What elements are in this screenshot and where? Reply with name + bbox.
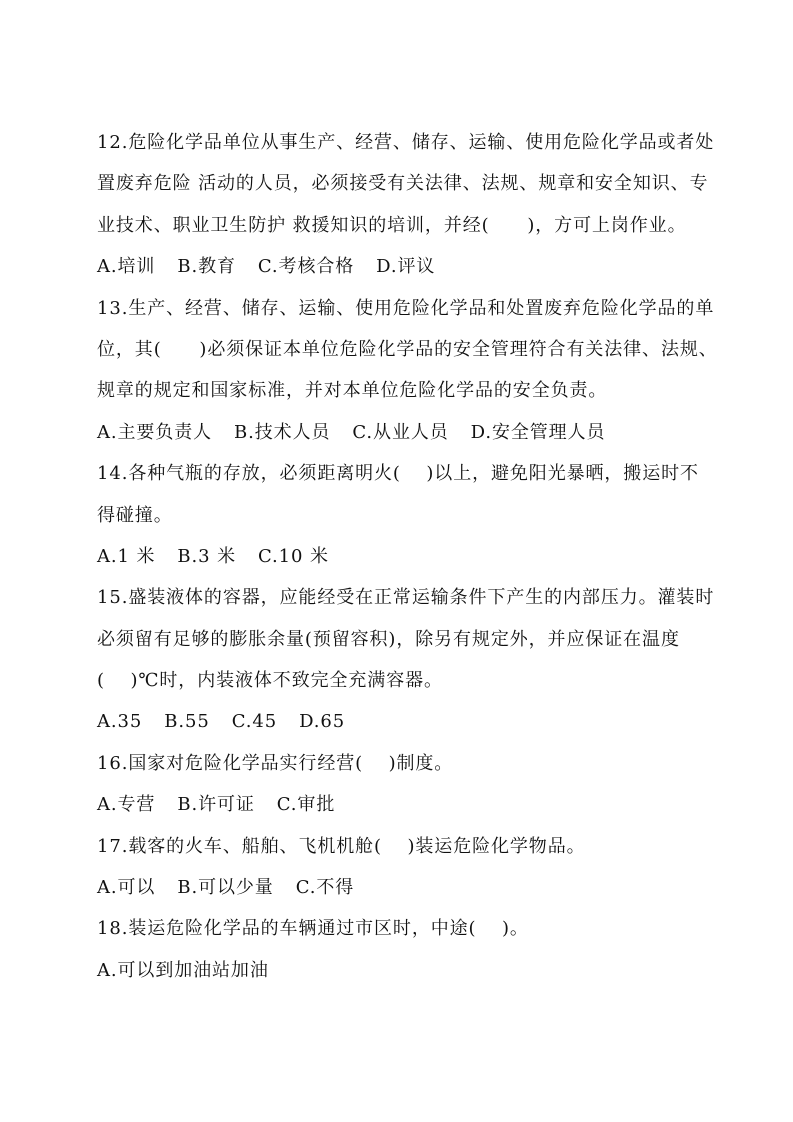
question-text-line: 得碰撞。: [97, 504, 173, 526]
option-b: B.许可证: [177, 794, 255, 816]
question-text-line: 必须留有足够的膨胀余量(预留容积)，除另有规定外，并应保证在温度: [97, 628, 680, 650]
option-a: A.主要负责人: [97, 421, 213, 443]
answer-options: [97, 784, 707, 825]
question-text-line: 15.盛装液体的容器，应能经受在正常运输条件下产生的内部压力。灌装时: [97, 587, 715, 609]
answer-options: [97, 536, 707, 577]
question-text-line: 业技术、职业卫生防护 救援知识的培训，并经( )，方可上岗作业。: [97, 214, 687, 236]
option-d: D.65: [299, 711, 346, 733]
answer-options: [97, 950, 707, 991]
question-text-line: 置废弃危险 活动的人员，必须接受有关法律、法规、规章和安全知识、专: [97, 173, 709, 195]
option-d: D.评议: [376, 256, 436, 278]
question-text-line: 18.装运危险化学品的车辆通过市区时，中途( )。: [97, 918, 529, 940]
question-text-line: 12.危险化学品单位从事生产、经营、储存、运输、使用危险化学品或者处: [97, 132, 715, 153]
question-15: [97, 577, 715, 743]
option-a: A.可以: [97, 877, 156, 899]
question-text-line: 13.生产、经营、储存、运输、使用危险化学品和处置废弃危险化学品的单: [97, 297, 715, 319]
question-text-line: 16.国家对危险化学品实行经营( )制度。: [97, 752, 454, 774]
option-a: A.可以到加油站加油: [97, 959, 269, 981]
answer-options: [97, 246, 707, 287]
option-b: B.教育: [177, 256, 236, 278]
answer-options: [97, 867, 707, 908]
option-c: C.从业人员: [352, 421, 449, 443]
question-text-line: 规章的规定和国家标准，并对本单位危险化学品的安全负责。: [97, 380, 608, 402]
question-text-line: 14.各种气瓶的存放，必须距离明火( )以上，避免阳光暴晒，搬运时不: [97, 463, 699, 485]
option-c: C.10 米: [258, 545, 329, 567]
option-a: A.35: [97, 711, 143, 733]
question-12: [97, 122, 715, 288]
option-b: B.可以少量: [177, 877, 274, 899]
option-c: C.审批: [276, 794, 336, 816]
option-b: B.55: [164, 711, 210, 733]
option-a: A.专营: [97, 794, 156, 816]
option-c: C.不得: [295, 877, 355, 899]
answer-options: [97, 701, 707, 742]
option-b: B.3 米: [177, 545, 237, 567]
question-18: [97, 908, 707, 991]
option-a: A.1 米: [97, 545, 156, 567]
question-14: [97, 453, 707, 577]
answer-options: [97, 412, 707, 453]
question-13: [97, 288, 718, 454]
option-c: C.45: [231, 711, 278, 733]
option-d: D.安全管理人员: [470, 421, 606, 443]
question-text-line: 17.载客的火车、船舶、飞机机舱( )装运危险化学物品。: [97, 835, 586, 857]
question-16: [97, 743, 707, 826]
question-text-line: ( )℃时，内装液体不致完全充满容器。: [97, 670, 443, 692]
question-text-line: 位，其( )必须保证本单位危险化学品的安全管理符合有关法律、法规、: [97, 338, 718, 360]
option-c: C.考核合格: [257, 256, 355, 278]
option-b: B.技术人员: [234, 421, 331, 443]
question-list: [97, 122, 718, 991]
question-17: [97, 826, 707, 909]
option-a: A.培训: [97, 256, 156, 278]
